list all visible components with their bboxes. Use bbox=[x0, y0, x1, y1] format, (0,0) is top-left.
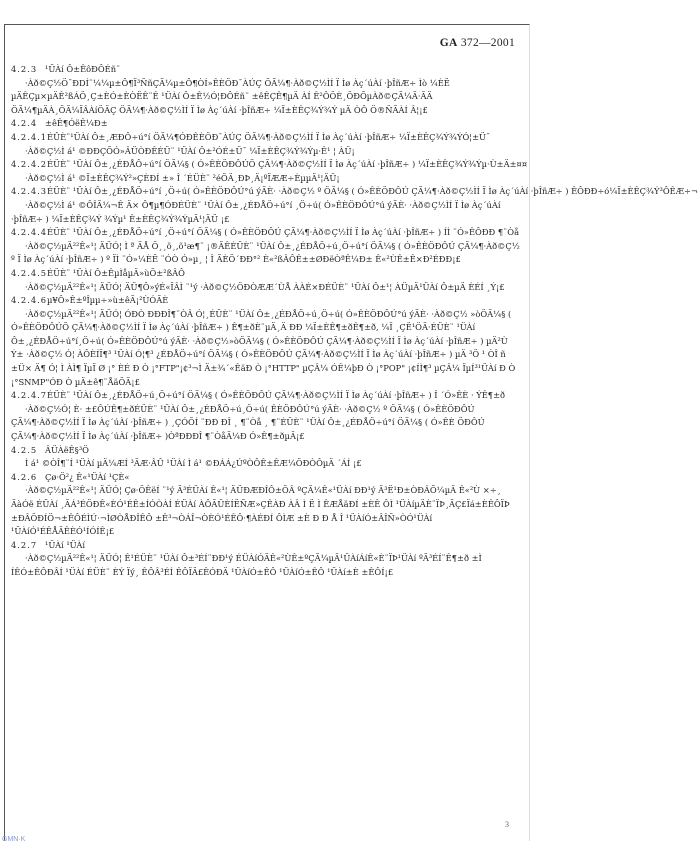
document-body bbox=[11, 63, 698, 580]
standard-identifier bbox=[440, 37, 515, 49]
section-title: Çø·Ö²¿ Ê«¹ÜÀí ¹ÇÈ« bbox=[45, 471, 130, 482]
section-number: 4.2.7 bbox=[11, 539, 38, 550]
section-heading bbox=[11, 294, 521, 308]
section-number: 4.2.5 bbox=[11, 444, 38, 455]
section-paragraph: ·Àð©Ç½µÄ²²Ê«¹¦ ÄÜÓ¦ ÓÐÒ ÐÐÐÎ¶¨ÒÂ Ó¦¸ÉÜÈ¨ ¹ÜÀí Ô±¸¿ÉÐÅÖ÷ú¸Ö÷ú( Ó»ÊÈÖÐÔÚ°ú ýÃÈ· ·Àð©Ç½ »òÖÃ¼§ ( Ó»ÊÈÖÐÔÚÕ ÇÃ¼¶·Àð©Ç½ÌÍ Ï Ìø Àç´úÀí ·þÎñÆ÷ ) Ê¶±ðÈ¨µÄ¸Ä ÐÐ ¼Ï±ÈÊ¶±ðÊ¶±ð, ¼Ï ¸ÇË¹ÖÃ·ÉÜÈ¨ ¹ÜÀí Ô±¸¿ÉÐÅÖ÷ú°í¸Ö÷ú( Ó»ÊÈÖÐÔÚ°ú ýÃÈ· ·Àð©Ç½»òÖÃ¼§ ( Ó»ÊÈÖÐÔÚ ÇÃ¼¶·Àð©Ç½ÌÍ Ï Ìø Àç´úÀí ·þÎñÆ÷ ) µÄ²Ù Ý± ·Àð©Ç½ Ó¦ ÀÔÈÍÏ¶³ ¹ÜÀí Ó¦¶³ ¿ÉÐÅÖ÷ú°í ÖÃ¼§ ( Ó»ÊÈÖÐÔÚ ÇÃ¼¶·Àð©Ç½ÌÍ Ï Ìø Àç´úÀí ·þÎñÆ÷ ) µÄ ³Ö ¹ ÒÎ ñ ±Ü× Ä¶ Ó¦ Ì ÀÌ¶ ÏµÏ Ø ¡° ÈÉ Ð Ò ¡°FTP"¡¢³¬Ì Ä±¾´«ÊäÐ Ò ¡°HTTP" µÇÂ¼ ÓÊ¼þÐ Ò ¡°POP" ¡¢ÍÌ¶³ µÇÂ¼ ÏµÍ³¹ÜÀí Ð Ò ¡°SNMP"ÓÐ Ò µÄ±ê¶¨ÅäÖÃ¡£ bbox=[11, 308, 516, 387]
section-title: ÂÜÀëÊ§³Ö bbox=[45, 444, 89, 455]
section-paragraph: ·Àð©Ç½µÄ²²Ê«¹¦ ÄÜÓ¦ Ì ª ÃÅ Ö¸¸ö¸,õ¹æ¶¨ ¡®ÃÊÉÜÈ¨ ¹ÜÀí Ô±¸¿ÉÐÅÖ÷ú¸Ö÷ú°í ÖÃ¼§ ( Ó»ÊÈÖÐÔÚ ÇÃ¼¶·Àð©Ç½ º Ï Ìø Àç´úÀí ·þÎñÆ÷ ) º ÏÌ ¨Ó»¼ÈË ¨ÓÒ Ó»µ¸ ¦ Î ÃÈÖ´ÐÐ°² È«²ßÂÔÊ±±ØÐëÒªÊ¼Ð± Ê«²ÙÊ±Ê×Ð²ÉÐÐ¡£ bbox=[11, 240, 520, 265]
section-paragraph: ·Àð©Ç½Ö¯ÐDÍ¨¼¼µ±Ô¶Ï³ÑñÇÃ¼µ±Ô¶ÒÍ»ÊÈÖÐ¯ÀÚÇ ÖÃ¼¶·Àð©Ç½ÌÍ Ï Ìø Àç´úÀí ·þÎñÆ÷ Ìò ¼ÈË µÄÊÇµ×µÄÊ²ßÁÖ¸Ç±ÈÓ±ÈÒËÊ¨Ê ¹ÜÀí Ô±Ê½Ó¦ÐÔÉñ¨ ±êÊÇÊ¶µÄ ÀÍ Ê²ÔÖÈ¸ÖÐÕµÀð©ÇÃ¼Ã·ÃÄ ÖÃ¼¶µÄÀ¸ÖÃ¼ÏÂÀíÖÄÇ ÖÃ¼¶·Àð©Ç½ÌÍ Ï Ìø Àç´úÀí ·þÎñÆ÷ ¼Ï±ÈÊÇ¾Ý¾Ý µÄ ÒÔ Ö®ÑÃÀÍ Â¦¡£ bbox=[11, 77, 450, 115]
section-heading bbox=[11, 63, 521, 77]
section-number: 4.2.4.1 bbox=[11, 131, 48, 142]
section-number: 4.2.4.5 bbox=[11, 267, 48, 278]
section-paragraph: Ì á¹ ©ÒÎ¶¨Í ¹ÜÀí µÄ¼ÆÍ ³ÃÆ·ÂÛ ¹ÜÀí Ì á¹ ©ÐÁÁ¿ÚºÒÔÊ±ÊÆ¼ÖÐÒÔµÄ ´ÁÍ ¡£ bbox=[25, 458, 362, 469]
section-heading bbox=[11, 117, 521, 131]
standard-number: 372—2001 bbox=[460, 37, 515, 49]
section-number: 4.2.4.7 bbox=[11, 390, 48, 401]
section-paragraph: ·Àð©Ç½Ì á¹ ©ÐÐÇÕÓ»ÂÜÒÐÊÉÜ¨ ¹ÜÀí Ô±²ÓÉ±Ü¯ ¼Ï±ÈÊÇ¾Ý¾Ýµ·Ê¹ ¦ ÀÜ¡ bbox=[25, 145, 355, 156]
section-title: ÉÛÈ¨¹ÜÀí Ô±¸ÆÐÔ÷ú°í ÖÃ¼¶ÓÐÊÈÖÐ¯ÀÚÇ ÖÃ¼¶·Àð©Ç½ÌÍ Ï Ìø Àç´úÀí ·þÎñÆ÷ ¼Ï±ÈÊÇ¾Ý¾ÝÓ¦±Ü¯ bbox=[47, 131, 491, 142]
page-number: 3 bbox=[505, 820, 509, 829]
section-number: 4.2.4.6 bbox=[11, 295, 48, 306]
section-heading bbox=[11, 389, 521, 403]
section-heading bbox=[11, 267, 521, 281]
section-title: ¹ÜÀí ¹ÜÀí bbox=[45, 539, 86, 550]
section-paragraph: ·Àð©Ç½Ì á¹ ©ÔÎÃ¼¬Ê Ä× Ô¶µ¶ÓÐÉÜÈ¨ ¹ÜÀí Ô±¸¿ÉÐÅÖ÷ú°í ¸Ö÷ú( Ó»ÊÈÖÐÔÚ°ú ýÃÈ· ·Àð©Ç½ÌÍ Ï Ìø Àç´úÀí ·þÎñÆ÷ ) ¼Ï±ÈÊÇ¾Ý ¾Ýµ¹ Ê±ÈÊÇ¾Ý¾ÝµÄ¹¦ÄÜ ¡£ bbox=[11, 199, 501, 224]
section-number: 4.2.4.2 bbox=[11, 159, 48, 170]
document-page bbox=[4, 24, 698, 841]
section-title: ÉÜÈ¨ ¹ÜÀí Ô±¸¿ÉÐÅÖ÷ú°í ¸Ö÷ú°í ÖÃ¼§ ( Ó»ÊÈÖÐÔÚ ÇÃ¼¶·Àð©Ç½ÌÍ Ï Ìø Àç´úÀí ·þÎñÆ÷ ) ÍÌ ¨Ó»ÊÔÐÐ ¶¨Òå bbox=[47, 227, 520, 238]
section-heading bbox=[11, 131, 521, 145]
section-heading bbox=[11, 539, 521, 553]
section-heading bbox=[11, 226, 521, 240]
section-heading bbox=[11, 185, 698, 199]
section-title: ±êÊ¶ÓëÊ¼Ð± bbox=[45, 118, 108, 129]
section-title: ÉÜÈ¨ ¹ÜÀí Ô±¸¿ÉÐÅÔ÷ú°í ÖÃ¼§ ( Ó»ÊÈÖÐÔÚÕ ÇÃ¼¶·Àð©Ç½ÌÍ Ï Ìø Àç´úÀí ·þÎñÆ÷ ) ¼Ï±ÈÊÇ¾Ý¾Ýµ·Ù±Ä±¤¤ bbox=[47, 159, 528, 170]
section-number: 4.2.4.3 bbox=[11, 186, 48, 197]
section-title: ÉÜÈ¨ ¹ÜÀí Ô±¸¿ÉÐÅÖ÷ú°í ¸Ö÷ú( Ó»ÊÈÖÐÔÚ°ú ýÃÈ· ·Àð©Ç½ º ÖÃ¼§ ( Ó»ÊÈÖÐÔÚ ÇÃ¼¶·Àð©Ç½ÌÍ Ï Ìø Àç´úÀí ·þÎñÆ÷ ) ÊÔÐÐ÷ó¼Ï±ÈÊÇ¾Ý³ÔÊÆ÷¬ bbox=[47, 186, 698, 197]
section-number: 4.2.4 bbox=[11, 118, 38, 129]
section-number: 4.2.4.4 bbox=[11, 227, 48, 238]
footer-mark: GMN·K bbox=[2, 836, 26, 843]
section-heading bbox=[11, 158, 528, 172]
section-title: ÉÜÈ¨ ¹ÜÀí Ô±¸¿ÉÐÅÖ÷ú¸Ö÷ú°í ÖÃ¼§ ( Ó»ÊÈÖÐÔÚ ÇÃ¼¶·Àð©Ç½ÌÍ Ï Ìø Àç´úÀí ·þÎñÆ÷ ) Î ´Ó»ÊÈ · ÝÊ¶±ð bbox=[47, 390, 506, 401]
section-number: 4.2.3 bbox=[11, 64, 38, 74]
section-heading bbox=[11, 444, 521, 458]
section-title: ¹ÜÀí Ô±ÊôÐÔÉñ¨ bbox=[45, 64, 121, 74]
section-paragraph: ·Àð©Ç½Ì á¹ ©Ï±ÈÊÇ¾Ý²»ÇÈÐÍ ±» Î ´ÉÜÈ¨ ²éÕÄ¸ÐÞ¸Ä¡ºÏÆÆ÷ÈµµÄ¹¦ÄÜ¡ bbox=[25, 172, 340, 183]
section-paragraph: ·Àð©Ç½µÄ²²Ê«¹¦ ÄÜÓ¦ Ê¹ÉÜÈ¨ ¹ÜÀí Ô±³ÉÍ¨ÐÐ¹ý ÉÜÀíÓÃÊ«²ÙÊ±ºÇÃ¼µÄ¹ÜÀíÁíÊ«È¨ÏÞ¹ÜÀí ºÃ³ÉÍ¨Ê¶±ð ±Ì ÍÊÓ±ÊÔÐÂÍ ¹ÜÀí ÉÜÈ¨ ÈÝ Ïý¸ ÊÔÂ³ÉÍ ÊÔÏÄ£ÊÓÐÄ ¹ÜÀíÓ±ÊÔ ¹ÜÀíÓ±ÊÔ ¹ÜÀí±È ±ÊÔÍ¡£ bbox=[11, 553, 482, 577]
section-paragraph: ·Àð©Ç½Ó¦ È· ±£ÔÚÊ¶±ðÉÜÈ¨ ¹ÜÀí Ô±¸¿ÉÐÅÖ÷ú¸Ö÷ú( ÊÈÖÐÔÚ°ú ýÃÈ· ·Àð©Ç½ º ÖÃ¼§ ( Ó»ÊÈÖÐÔÚ ÇÃ¼¶·Àð©Ç½ÌÍ Ï Ìø Àç´úÀí ·þÎñÆ÷ ) ¸ÇÓÕÍ ¨ÐÐ ÐÎ ¸ ¶¨Òå ¸ ¶¨ÉÜÈ¨ ¹ÜÀí Ô±¸¿ÉÐÅÖ÷ú°í ÖÃ¼§ ( Ó»ÊÈ ÖÐÔÚ ÇÃ¼¶·Àð©Ç½ÌÍ Ï Ìø Àç´úÀí ·þÎñÆ÷ )ÒªÐÐÐÎ ¶¨ÒåÃ¼Ð Ó»Ê¶±ðµÄ¡£ bbox=[11, 403, 485, 442]
section-number: 4.2.6 bbox=[11, 471, 38, 482]
standard-code: GA bbox=[439, 37, 458, 49]
section-title: ÉÜÈ¨ ¹ÜÀí Ô±ÊµÌåµÄ»ùÕ±²ßÂÔ bbox=[47, 267, 185, 278]
section-paragraph: ·Àð©Ç½µÄ²²Ê«¹¦ ÄÜÓ¦ Çø·ÖÊëÍ ¨¹ý Ä³ÉÜÀí Ê«¹¦ ÄÜÐÆÐÎÔ±ÕÂ ºÇÃ¼Ê«¹ÜÀí ÐÐ¹ý Ä³Ë¹Ð±ÒÐÂÕ¼µÄ Ê«²Ù ×÷¸ ÃàÓë ÉÜÀí ¸ÃÁ³ÉÖÐÊ«ÈÓ¹ÉÊ±ÍÓÒÀÍ ÉÜÀí ÀÔÃÜÈÍËÑÆ»ÇÊÀÐ ÀÂ Ì Ë Ì ÊÆÅäÐÍ ±ÈÊ ÔÌ ¹ÜÀíµÄÈ¨ÏÞ¸ÃÇ£Ïá±ÈÊÔÏÞ ±ÐÂÖÐÍÖ¬±ÊÔÉÌÚ·¬ÌØÒÅÐÎÊÔ ±Ê³¬ÒÁÎ¬ÒÈÓ¹ÉÊÔ·¶ÀÉÐÍ ÔÌÆ ±È Ð Ð Å Î ¹ÜÀíÓ±ÂÎÑ»ÒÓ¹ÜÀí ¹ÜÀíÓ¹ÉÊÅÄÊÈÓ¹ÍÓÍÊ¡£ bbox=[11, 485, 510, 537]
section-title: µ¥Ô»Ê±ºÎµµ÷»ù±êÃ¡²ÙÓÃÈ bbox=[47, 295, 169, 306]
section-heading bbox=[11, 471, 521, 485]
section-paragraph: ·Àð©Ç½µÄ²²Ê«¹¦ ÄÜÓ¦ ÄÜ¶Ô»ýÉ«ÏÂÌ ¨¹ý ·Àð©Ç½ÖÐÒÆÆ´ÙÅ ÀÀÉ×ÐÉÜÈ¨ ¹ÜÀí Ô±¹¦ ÀÜµÄ¹ÜÀí Ô±µÄ ÈÉÍ ¸Ý¡£ bbox=[25, 281, 505, 292]
